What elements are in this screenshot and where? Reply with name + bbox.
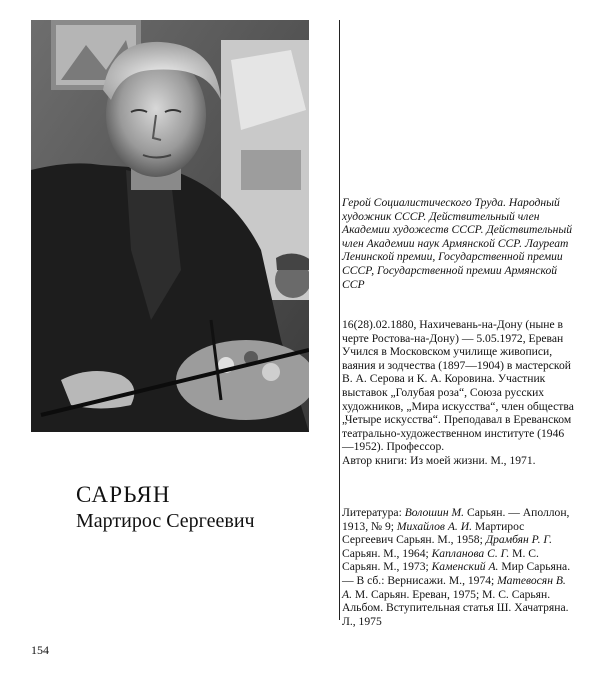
literature-entries bbox=[342, 506, 570, 628]
literature-author: Драмбян Р. Г. bbox=[485, 533, 553, 547]
literature-entry-text: Сарьян. М., 1964; bbox=[342, 546, 432, 560]
page-number: 154 bbox=[31, 643, 49, 657]
literature-entry-text: Мир Сарьяна. — В сб.: Вернисажи. М., 1974; bbox=[342, 560, 571, 587]
portrait-photo bbox=[31, 20, 309, 432]
literature-text bbox=[342, 506, 574, 628]
literature-entry-text: М. Сарьян. Ереван, 1975; М. С. Сарьян. Альбом. Вступительная статья Ш. Хачатряна. Л., 1975 bbox=[342, 587, 569, 628]
literature-author: Капланова С. Г. bbox=[431, 546, 510, 560]
literature bbox=[342, 506, 574, 628]
bio-education: Учился в Московском училище живописи, ваяния и зодчества (1897—1904) в мастерской В. А. Серова и К. А. Коровина. Участник выставок „Голубая роза“, Союза русских художников, „Мира искусства“, член общества „Четыре искусства“. Преподавал в Ереванском театрально-художественном институте (1946—1952). Профессор. bbox=[342, 345, 574, 454]
column-divider bbox=[339, 20, 340, 620]
literature-label: Литература: bbox=[342, 506, 402, 519]
literature-entry-text: М. С. Сарьян. М., 1973; bbox=[342, 546, 539, 574]
first-patronymic: Мартирос Сергеевич bbox=[76, 510, 255, 532]
literature-author: Волошин М. bbox=[404, 506, 465, 519]
literature-entry-text: Сарьян. — Аполлон, 1913, № 9; bbox=[342, 506, 570, 533]
biography bbox=[342, 318, 574, 468]
literature-author: Матевосян В. А. bbox=[342, 573, 566, 601]
bio-author-book: Автор книги: Из моей жизни. М., 1971. bbox=[342, 453, 536, 467]
portrait-illustration bbox=[31, 20, 309, 432]
literature-entry-text: Мартирос Сергеевич Сарьян. М., 1958; bbox=[342, 519, 525, 547]
honors-text: Герой Социалистического Труда. Народный художник СССР. Действительный член Академии художеств СССР. Действительный член Академии наук Армянской ССР. Лауреат Ленинской премии, Государственной премии СССР, Государственной премии Армянской ССР bbox=[342, 196, 573, 291]
literature-author: Каменский А. bbox=[431, 560, 499, 574]
bio-dates: 16(28).02.1880, Нахичевань-на-Дону (ныне в черте Ростова-на-Дону) — 5.05.1972, Ереван bbox=[342, 318, 564, 345]
literature-author: Михайлов А. И. bbox=[396, 519, 472, 533]
surname: САРЬЯН bbox=[76, 482, 171, 507]
name-block bbox=[76, 482, 255, 534]
